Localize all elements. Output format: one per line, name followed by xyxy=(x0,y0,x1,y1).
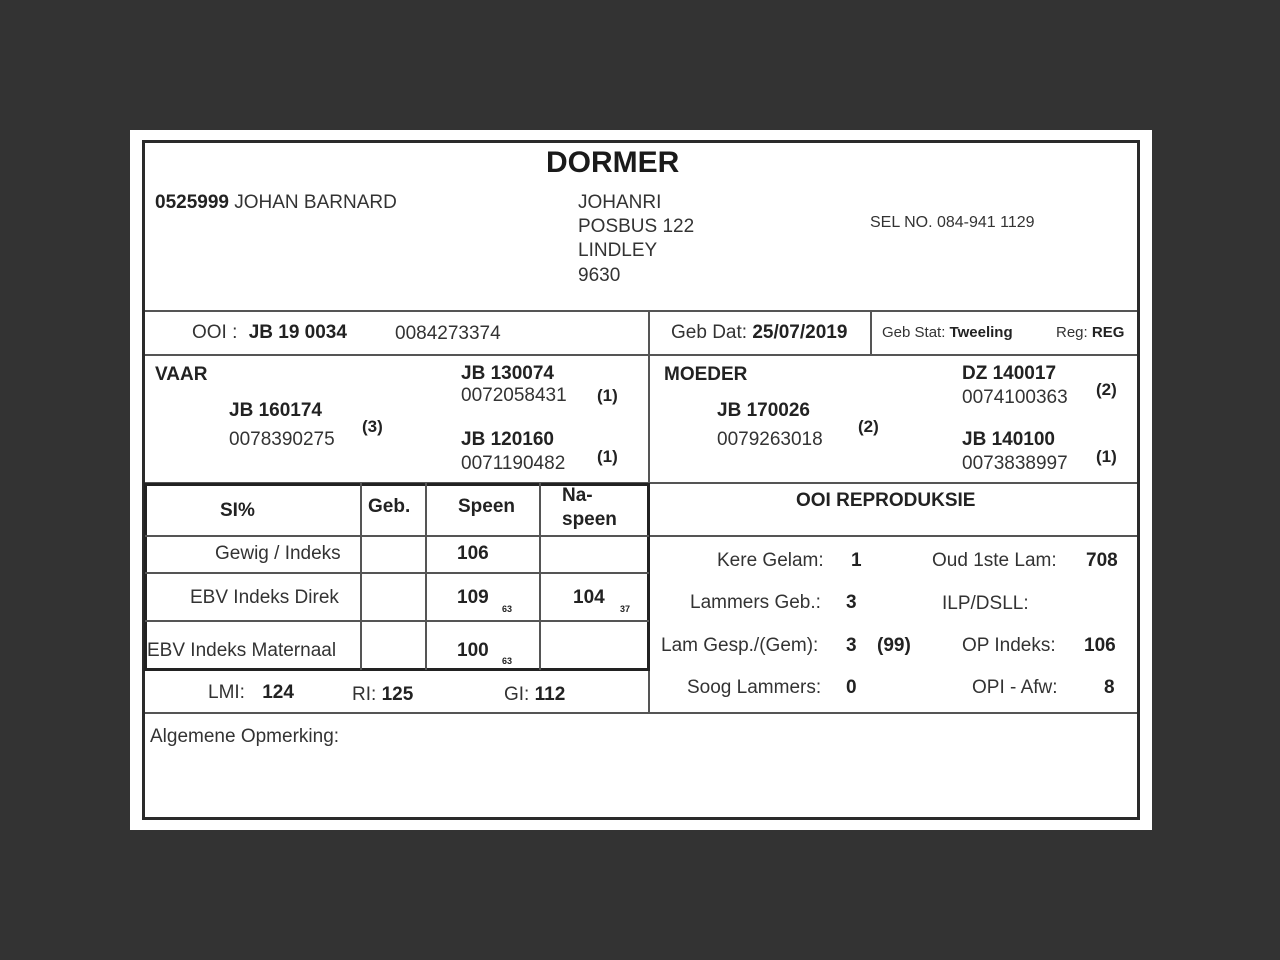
si-row-line-3 xyxy=(145,620,649,622)
kere-gelam-label: Kere Gelam: xyxy=(717,550,824,571)
remarks-label: Algemene Opmerking: xyxy=(150,726,340,747)
si-header-si: SI% xyxy=(220,500,255,521)
si-header-speen: Speen xyxy=(458,496,516,517)
ooi-label: OOI : xyxy=(192,322,238,343)
birth-status-label: Geb Stat: xyxy=(882,324,946,341)
si-col-line-1 xyxy=(360,483,362,670)
dam-sire-id: DZ 140017 xyxy=(962,363,1057,384)
birth-date-row xyxy=(671,322,847,344)
si-header-naspeen: speen xyxy=(562,509,617,530)
dam-dam-id: JB 140100 xyxy=(962,429,1055,450)
si-col-line-2 xyxy=(425,483,427,670)
dam-sire-number: 0074100363 xyxy=(962,387,1068,408)
ri-label: RI: xyxy=(352,684,377,705)
lam-gesp-gem: (99) xyxy=(877,635,911,656)
dam-number: 0079263018 xyxy=(717,429,823,450)
sire-sire-number: 0072058431 xyxy=(461,385,567,406)
kere-gelam-value: 1 xyxy=(851,550,862,571)
opi-label: OPI - Afw: xyxy=(972,677,1058,698)
sire-id: JB 160174 xyxy=(229,400,322,421)
phone-number: SEL NO. 084-941 1129 xyxy=(870,214,1035,231)
address-line2: LINDLEY xyxy=(578,240,658,261)
dam-count: (2) xyxy=(858,417,879,436)
op-value: 106 xyxy=(1084,635,1116,656)
ilp-label: ILP/DSLL: xyxy=(942,593,1029,614)
gi-row xyxy=(504,684,565,706)
sire-sire-id: JB 130074 xyxy=(461,363,554,384)
ooi-row xyxy=(192,322,347,344)
birth-date: 25/07/2019 xyxy=(752,322,848,343)
lam-gesp-value: 3 xyxy=(846,635,857,656)
breed-title: DORMER xyxy=(546,146,680,179)
lmi-value: 124 xyxy=(262,682,294,703)
reg-row xyxy=(1056,324,1124,341)
dam-dam-count: (1) xyxy=(1096,447,1117,466)
divider-animal xyxy=(145,354,1137,356)
divider-birth-status xyxy=(870,310,872,354)
lammers-geb-label: Lammers Geb.: xyxy=(690,592,821,613)
lammers-geb-value: 3 xyxy=(846,592,857,613)
si-row-line-2 xyxy=(145,572,649,574)
si-row2-naspeen: 104 xyxy=(573,587,605,608)
soog-value: 0 xyxy=(846,677,857,698)
ewe-record-card xyxy=(130,130,1152,830)
birth-date-label: Geb Dat: xyxy=(671,322,748,343)
ooi-number: 0084273374 xyxy=(395,323,501,344)
dam-id: JB 170026 xyxy=(717,400,810,421)
si-header-na: Na- xyxy=(562,485,593,506)
ooi-id: JB 19 0034 xyxy=(248,322,347,343)
si-row1-label: Gewig / Indeks xyxy=(215,543,341,564)
op-label: OP Indeks: xyxy=(962,635,1056,656)
repro-title: OOI REPRODUKSIE xyxy=(796,490,976,511)
reg-value: REG xyxy=(1091,324,1125,341)
si-row2-speen: 109 xyxy=(457,587,489,608)
si-row2-speen-sub: 63 xyxy=(502,604,513,614)
ri-row xyxy=(352,684,413,706)
opi-value: 8 xyxy=(1104,677,1115,698)
si-row3-speen: 100 xyxy=(457,640,489,661)
divider-repro-title xyxy=(650,535,1137,537)
sire-count: (3) xyxy=(362,417,383,436)
sire-number: 0078390275 xyxy=(229,429,335,450)
si-col-line-3 xyxy=(539,483,541,670)
owner-line xyxy=(155,192,397,214)
si-row1-speen: 106 xyxy=(457,543,489,564)
sire-sire-count: (1) xyxy=(597,386,618,405)
divider-header xyxy=(145,310,1137,312)
gi-label: GI: xyxy=(504,684,530,705)
address-line1: POSBUS 122 xyxy=(578,216,695,237)
oud-value: 708 xyxy=(1086,550,1118,571)
lam-gesp-label: Lam Gesp./(Gem): xyxy=(661,635,819,656)
postal-code: 9630 xyxy=(578,265,621,286)
si-row3-label: EBV Indeks Maternaal xyxy=(147,640,337,661)
reg-label: Reg: xyxy=(1056,324,1088,341)
dam-label: MOEDER xyxy=(664,364,748,385)
sire-label: VAAR xyxy=(155,364,208,385)
soog-label: Soog Lammers: xyxy=(687,677,822,698)
birth-status: Tweeling xyxy=(949,324,1013,341)
divider-indices xyxy=(145,712,1137,714)
owner-name: JOHAN BARNARD xyxy=(234,192,397,213)
gi-value: 112 xyxy=(534,684,566,705)
si-row-line-1 xyxy=(145,535,649,537)
si-header-geb: Geb. xyxy=(368,496,411,517)
si-row2-naspeen-sub: 37 xyxy=(620,604,631,614)
owner-code: 0525999 xyxy=(155,192,229,213)
ri-value: 125 xyxy=(381,684,414,705)
lmi-label: LMI: xyxy=(208,682,245,703)
sire-dam-id: JB 120160 xyxy=(461,429,554,450)
si-row2-label: EBV Indeks Direk xyxy=(190,587,339,608)
dam-dam-number: 0073838997 xyxy=(962,453,1068,474)
farm-name: JOHANRI xyxy=(578,192,662,213)
sire-dam-number: 0071190482 xyxy=(461,453,566,474)
sire-dam-count: (1) xyxy=(597,447,618,466)
birth-status-row xyxy=(882,324,1013,341)
oud-label: Oud 1ste Lam: xyxy=(932,550,1057,571)
si-row3-speen-sub: 63 xyxy=(502,656,513,666)
lmi-row xyxy=(208,682,294,704)
dam-sire-count: (2) xyxy=(1096,380,1117,399)
